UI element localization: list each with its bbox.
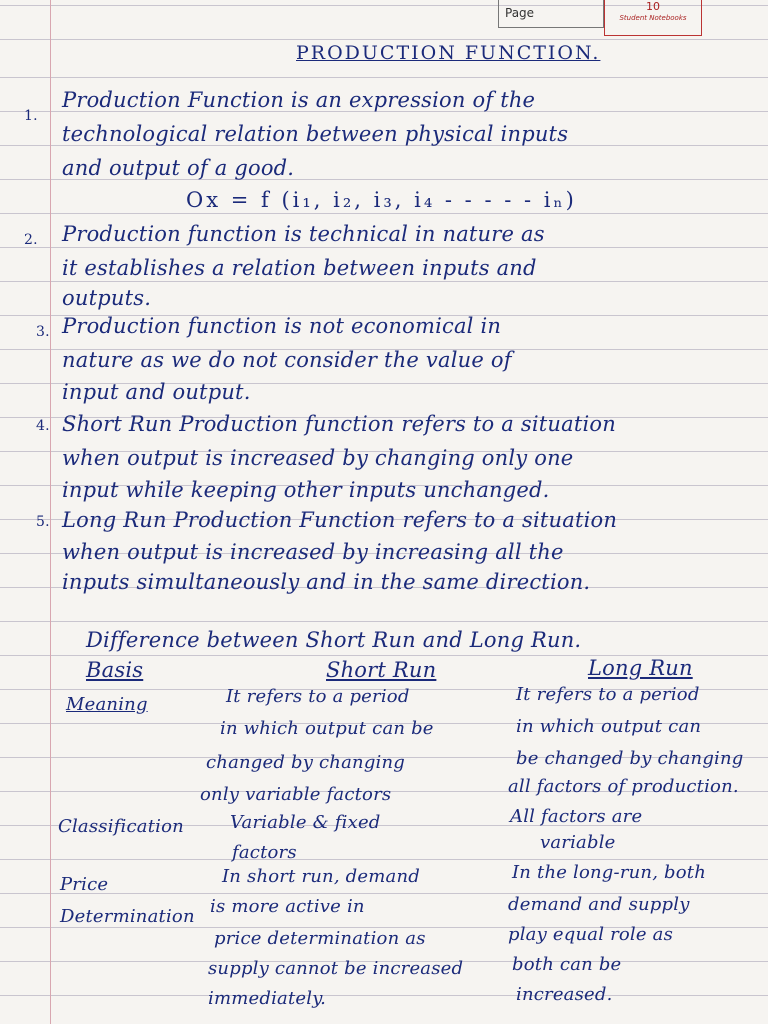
margin-line xyxy=(50,0,51,1024)
meaning-short-line: only variable factors xyxy=(200,784,392,805)
price-short-line: price determination as xyxy=(214,928,426,949)
price-long-line: both can be xyxy=(512,954,622,975)
point-1-line-3: and output of a good. xyxy=(62,156,295,180)
point-number: 1. xyxy=(24,108,38,124)
price-short-line: is more active in xyxy=(210,896,365,917)
meaning-short-line: It refers to a period xyxy=(226,686,410,707)
page-label: Page xyxy=(505,6,535,20)
meaning-long-line: in which output can xyxy=(516,716,702,737)
point-4-line-1: Short Run Production function refers to a situation xyxy=(62,412,616,436)
point-number: 5. xyxy=(36,514,50,530)
page-number-box xyxy=(498,0,604,28)
brand-name: Student Notebooks xyxy=(619,14,687,22)
classification-short-line: Variable & fixed xyxy=(230,812,381,833)
point-5-line-3: inputs simultaneously and in the same direction. xyxy=(62,570,591,594)
classification-short-line: factors xyxy=(232,842,297,863)
point-number: 4. xyxy=(36,418,50,434)
point-3-line-1: Production function is not economical in xyxy=(62,314,502,338)
price-long-line: demand and supply xyxy=(508,894,690,915)
price-short-line: supply cannot be increased xyxy=(208,958,464,979)
column-short-run: Short Run xyxy=(326,658,437,682)
meaning-long-line: all factors of production. xyxy=(508,776,739,797)
point-number: 3. xyxy=(36,324,50,340)
meaning-short-line: changed by changing xyxy=(206,752,406,773)
meaning-long-line: be changed by changing xyxy=(516,748,744,769)
point-4-line-2: when output is increased by changing only one xyxy=(62,446,574,470)
point-5-line-2: when output is increased by increasing all the xyxy=(62,540,564,564)
classification-long-line: variable xyxy=(540,832,616,853)
price-long-line: In the long-run, both xyxy=(512,862,707,883)
point-2-line-2: it establishes a relation between inputs and xyxy=(62,256,537,280)
point-4-line-3: input while keeping other inputs unchanged. xyxy=(62,478,550,502)
point-3-line-2: nature as we do not consider the value of xyxy=(62,348,512,372)
classification-long-line: All factors are xyxy=(510,806,643,827)
page-number: 10 xyxy=(646,0,660,13)
price-long-line: increased. xyxy=(516,984,613,1005)
page-title: PRODUCTION FUNCTION. xyxy=(296,42,601,64)
column-basis: Basis xyxy=(86,658,144,682)
row-label-determination: Determination xyxy=(60,906,195,927)
production-formula: Ox = f (i₁, i₂, i₃, i₄ - - - - - iₙ) xyxy=(186,188,577,212)
point-number: 2. xyxy=(24,232,38,248)
price-short-line: In short run, demand xyxy=(222,866,420,887)
point-1-line-1: Production Function is an expression of the xyxy=(62,88,536,112)
point-3-line-3: input and output. xyxy=(62,380,251,404)
point-2-line-3: outputs. xyxy=(62,286,152,310)
price-short-line: immediately. xyxy=(208,988,327,1009)
row-label-meaning: Meaning xyxy=(66,694,148,715)
column-long-run: Long Run xyxy=(588,656,693,680)
point-1-line-2: technological relation between physical inputs xyxy=(62,122,569,146)
row-label-classification: Classification xyxy=(58,816,184,837)
point-2-line-1: Production function is technical in nature as xyxy=(62,222,545,246)
meaning-short-line: in which output can be xyxy=(220,718,434,739)
difference-heading: Difference between Short Run and Long Run. xyxy=(86,628,582,652)
price-long-line: play equal role as xyxy=(508,924,674,945)
point-5-line-1: Long Run Production Function refers to a situation xyxy=(62,508,618,532)
meaning-long-line: It refers to a period xyxy=(516,684,700,705)
row-label-price: Price xyxy=(60,874,109,895)
brand-box xyxy=(604,0,702,36)
